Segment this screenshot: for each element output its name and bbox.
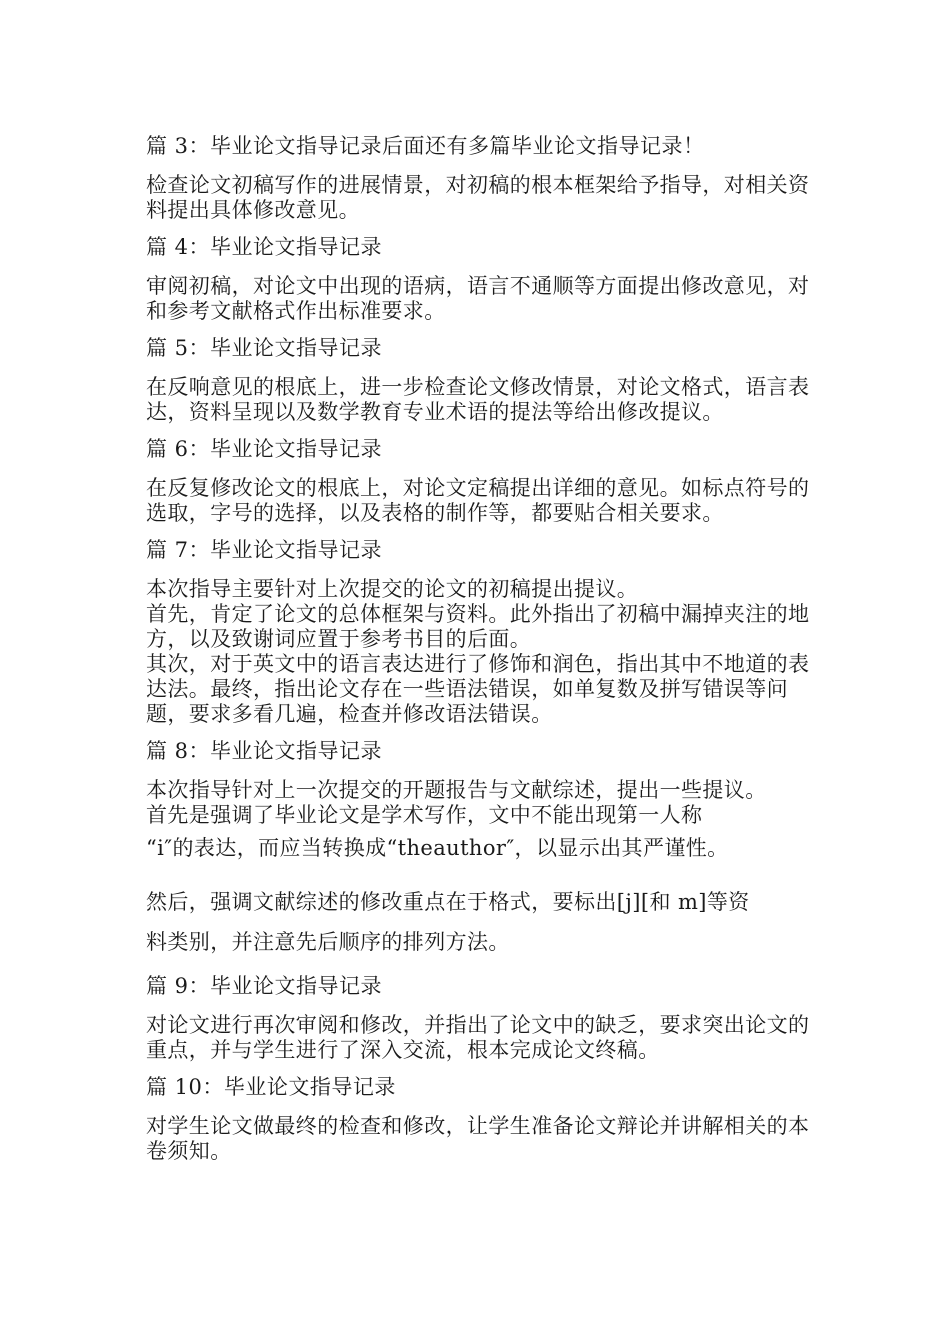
paragraph: 首先，肯定了论文的总体框架与资料。此外指出了初稿中漏掉夹注的地方，以及致谢词应置于参考书目的后面。 — [146, 602, 810, 651]
section-heading: 篇 7：毕业论文指导记录 — [146, 538, 383, 562]
section-body — [146, 274, 816, 324]
paragraph-spacer — [146, 868, 816, 882]
document-page — [146, 130, 816, 1172]
paragraph: 其次，对于英文中的语言表达进行了修饰和润色，指出其中不地道的表达法。最终，指出论文存在一些语法错误，如单复数及拼写错误等问题，要求多看几遍，检查并修改语法错误。 — [146, 652, 810, 726]
paragraph: “i″的表达，而应当转换成“theauthor″，以显示出其严谨性。 — [146, 836, 729, 860]
section-body — [146, 173, 816, 223]
paragraph: 料类别，并注意先后顺序的排列方法。 — [146, 930, 510, 954]
paragraph: 对论文进行再次审阅和修改，并指出了论文中的缺乏，要求突出论文的重点，并与学生进行了深入交流，根本完成论文终稿。 — [146, 1013, 810, 1062]
section-9 — [146, 970, 816, 1063]
paragraph: 本次指导针对上一次提交的开题报告与文献综述，提出一些提议。 — [146, 778, 767, 802]
section-6 — [146, 433, 816, 526]
section-body-spaced — [146, 828, 816, 962]
section-body — [146, 1013, 816, 1063]
paragraph: 对学生论文做最终的检查和修改，让学生准备论文辩论并讲解相关的本卷须知。 — [146, 1114, 810, 1163]
section-heading: 篇 6：毕业论文指导记录 — [146, 437, 383, 461]
section-heading: 篇 10：毕业论文指导记录 — [146, 1075, 396, 1099]
section-heading: 篇 8：毕业论文指导记录 — [146, 739, 383, 763]
paragraph: 然后，强调文献综述的修改重点在于格式，要标出[j][和 m]等资 — [146, 890, 750, 914]
section-body — [146, 476, 816, 526]
paragraph: 首先是强调了毕业论文是学术写作，文中不能出现第一人称 — [146, 803, 703, 827]
section-8 — [146, 735, 816, 962]
section-body — [146, 577, 816, 727]
section-5 — [146, 332, 816, 425]
section-heading: 篇 4：毕业论文指导记录 — [146, 235, 383, 259]
section-body — [146, 375, 816, 425]
section-10 — [146, 1071, 816, 1164]
section-7 — [146, 534, 816, 727]
section-heading: 篇 3：毕业论文指导记录后面还有多篇毕业论文指导记录！ — [146, 134, 705, 158]
paragraph: 检查论文初稿写作的进展情景，对初稿的根本框架给予指导，对相关资料提出具体修改意见。 — [146, 173, 810, 222]
paragraph: 审阅初稿，对论文中出现的语病，语言不通顺等方面提出修改意见，对和参考文献格式作出标准要求。 — [146, 274, 810, 323]
section-3 — [146, 130, 816, 223]
paragraph: 本次指导主要针对上次提交的论文的初稿提出提议。 — [146, 577, 639, 601]
section-body — [146, 778, 816, 828]
section-body — [146, 1114, 816, 1164]
section-4 — [146, 231, 816, 324]
paragraph: 在反复修改论文的根底上，对论文定稿提出详细的意见。如标点符号的选取，字号的选择，以及表格的制作等，都要贴合相关要求。 — [146, 476, 810, 525]
section-heading: 篇 9：毕业论文指导记录 — [146, 974, 383, 998]
section-heading: 篇 5：毕业论文指导记录 — [146, 336, 383, 360]
paragraph: 在反响意见的根底上，进一步检查论文修改情景，对论文格式，语言表达，资料呈现以及数学教育专业术语的提法等给出修改提议。 — [146, 375, 810, 424]
